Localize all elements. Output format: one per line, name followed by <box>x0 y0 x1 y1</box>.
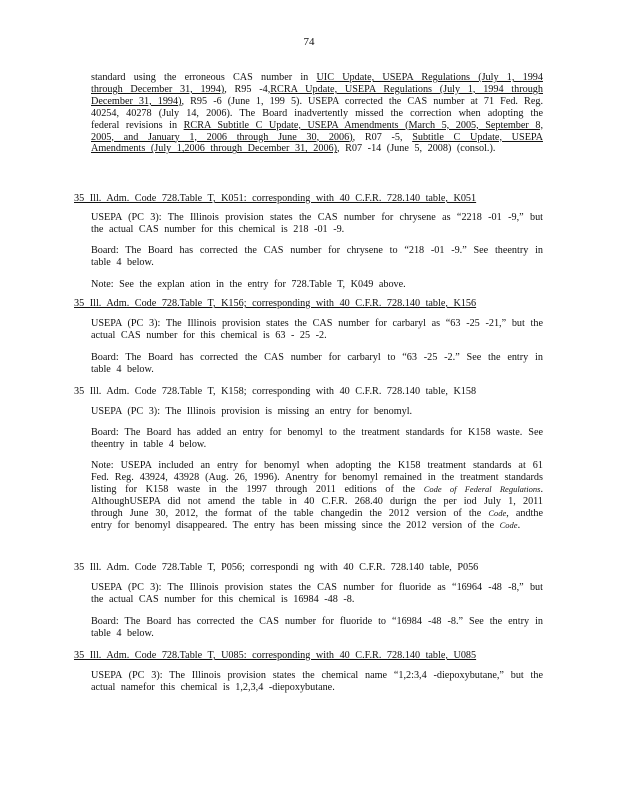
section-heading-k051: 35 Ill. Adm. Code 728.Table T, K051: corresponding with 40 C.F.R. 728.140 table, K051 <box>74 193 477 204</box>
note-k158-text-2: . AlthoughUSEPA did not amend the table in 40 C.F.R. 268.40 durign the per iod July 1, 2011 through June 30, 2012, the format of the table changedin the 2012 version of the <box>91 483 544 519</box>
intro-link-uic: UIC Update, USEPA Regulations (July 1, 1994 through December 31, 1994) <box>91 72 543 95</box>
usepa-comment-p056: USEPA (PC 3): The Illinois provision states the CAS number for fluoride as “16964 -48 -8,” but the actual CAS number for this chemical is 16984 -48 -8. <box>91 582 543 605</box>
board-response-k051: Board: The Board has corrected the CAS number for chrysene to “218 -01 -9.” See theentry in table 4 below. <box>91 245 543 268</box>
board-response-p056: Board: The Board has corrected the CAS number for fluoride to “16984 -48 -8.” See the entry in table 4 below. <box>91 616 543 639</box>
board-response-k158: Board: The Board has added an entry for benomyl to the treatment standards for K158 waste. See theentry in table 4 below. <box>91 427 543 450</box>
intro-mid: , R07 -5, <box>352 131 413 143</box>
section-heading-u085: 35 Ill. Adm. Code 728.Table T, U085: corresponding with 40 C.F.R. 728.140 table, U085 <box>74 650 477 661</box>
intro-link-subtitle-c-2006: RCRA Subtitle C Update, USEPA Amendments (March 5, 2005, September 8, 2005, and January 1, 2006 through June 30, 2006) <box>91 119 543 143</box>
intro-body: , R95 -6 (June 1, 199 5). USEPA corrected the CAS number at 71 Fed. Reg. 40254, 40278 (July 14, 2006). The Board inadvertently missed the correction when adopting the federal revisions in <box>91 95 544 131</box>
note-k158-text: Note: USEPA included an entry for benomyl when adopting the K158 treatment standards at 61 Fed. Reg. 43924, 43928 (Aug. 26, 1996). Anentry for benomyl remained in the treatment standards listing for K158 waste in the 1997 through 2011 editions of the <box>91 460 543 495</box>
note-k158 <box>91 460 543 531</box>
board-response-k156: Board: The Board has corrected the CAS number for carbaryl to “63 -25 -2.” See the entry in table 4 below. <box>91 352 543 375</box>
note-k158-code-3: Code <box>499 519 518 530</box>
note-k158-code-title: Code of Federal Regulations <box>423 483 541 494</box>
note-k051: Note: See the explan ation in the entry for 728.Table T, K049 above. <box>91 279 406 290</box>
intro-lead: standard using the erroneous CAS number in <box>91 72 317 83</box>
section-heading-k158: 35 Ill. Adm. Code 728.Table T, K158; corresponding with 40 C.F.R. 728.140 table, K158 <box>74 386 477 397</box>
note-k158-code-2: Code <box>488 507 507 518</box>
note-k158-end: . <box>517 519 521 531</box>
usepa-comment-u085: USEPA (PC 3): The Illinois provision states the chemical name “1,2:3,4 -diepoxybutane,” but the actual namefor this chemical is 1,2,3,4 -diepoxybutane. <box>91 670 543 693</box>
page-number: 74 <box>303 36 315 48</box>
intro-separator: , R95 -4, <box>224 83 271 95</box>
note-k158-text-3: , andthe entry for benomyl disappeared. The entry has been missing since the 2012 version of the <box>91 507 543 531</box>
usepa-comment-k051: USEPA (PC 3): The Illinois provision states the CAS number for chrysene as “2218 -01 -9,” but the actual CAS number for this chemical is 218 -01 -9. <box>91 212 543 235</box>
intro-tail: , R07 -14 (June 5, 2008) (consol.). <box>337 143 496 155</box>
usepa-comment-k158: USEPA (PC 3): The Illinois provision is missing an entry for benomyl. <box>91 406 413 417</box>
intro-paragraph <box>91 72 543 155</box>
section-heading-k156: 35 Ill. Adm. Code 728.Table T, K156; corresponding with 40 C.F.R. 728.140 table, K156 <box>74 298 477 309</box>
intro-link-subtitle-c-2006-b: Subtitle C Update, USEPA Amendments (July 1,2006 through December 31, 2006) <box>91 131 543 155</box>
usepa-comment-k156: USEPA (PC 3): The Illinois provision states the CAS number for carbaryl as “63 -25 -21,” but the actual CAS number for this chemical is 63 - 25 -2. <box>91 318 543 341</box>
intro-link-rcra: RCRA Update, USEPA Regulations (July 1, 1994 through December 31, 1994) <box>91 83 543 107</box>
section-heading-p056: 35 Ill. Adm. Code 728.Table T, P056; correspondi ng with 40 C.F.R. 728.140 table, P056 <box>74 562 479 573</box>
